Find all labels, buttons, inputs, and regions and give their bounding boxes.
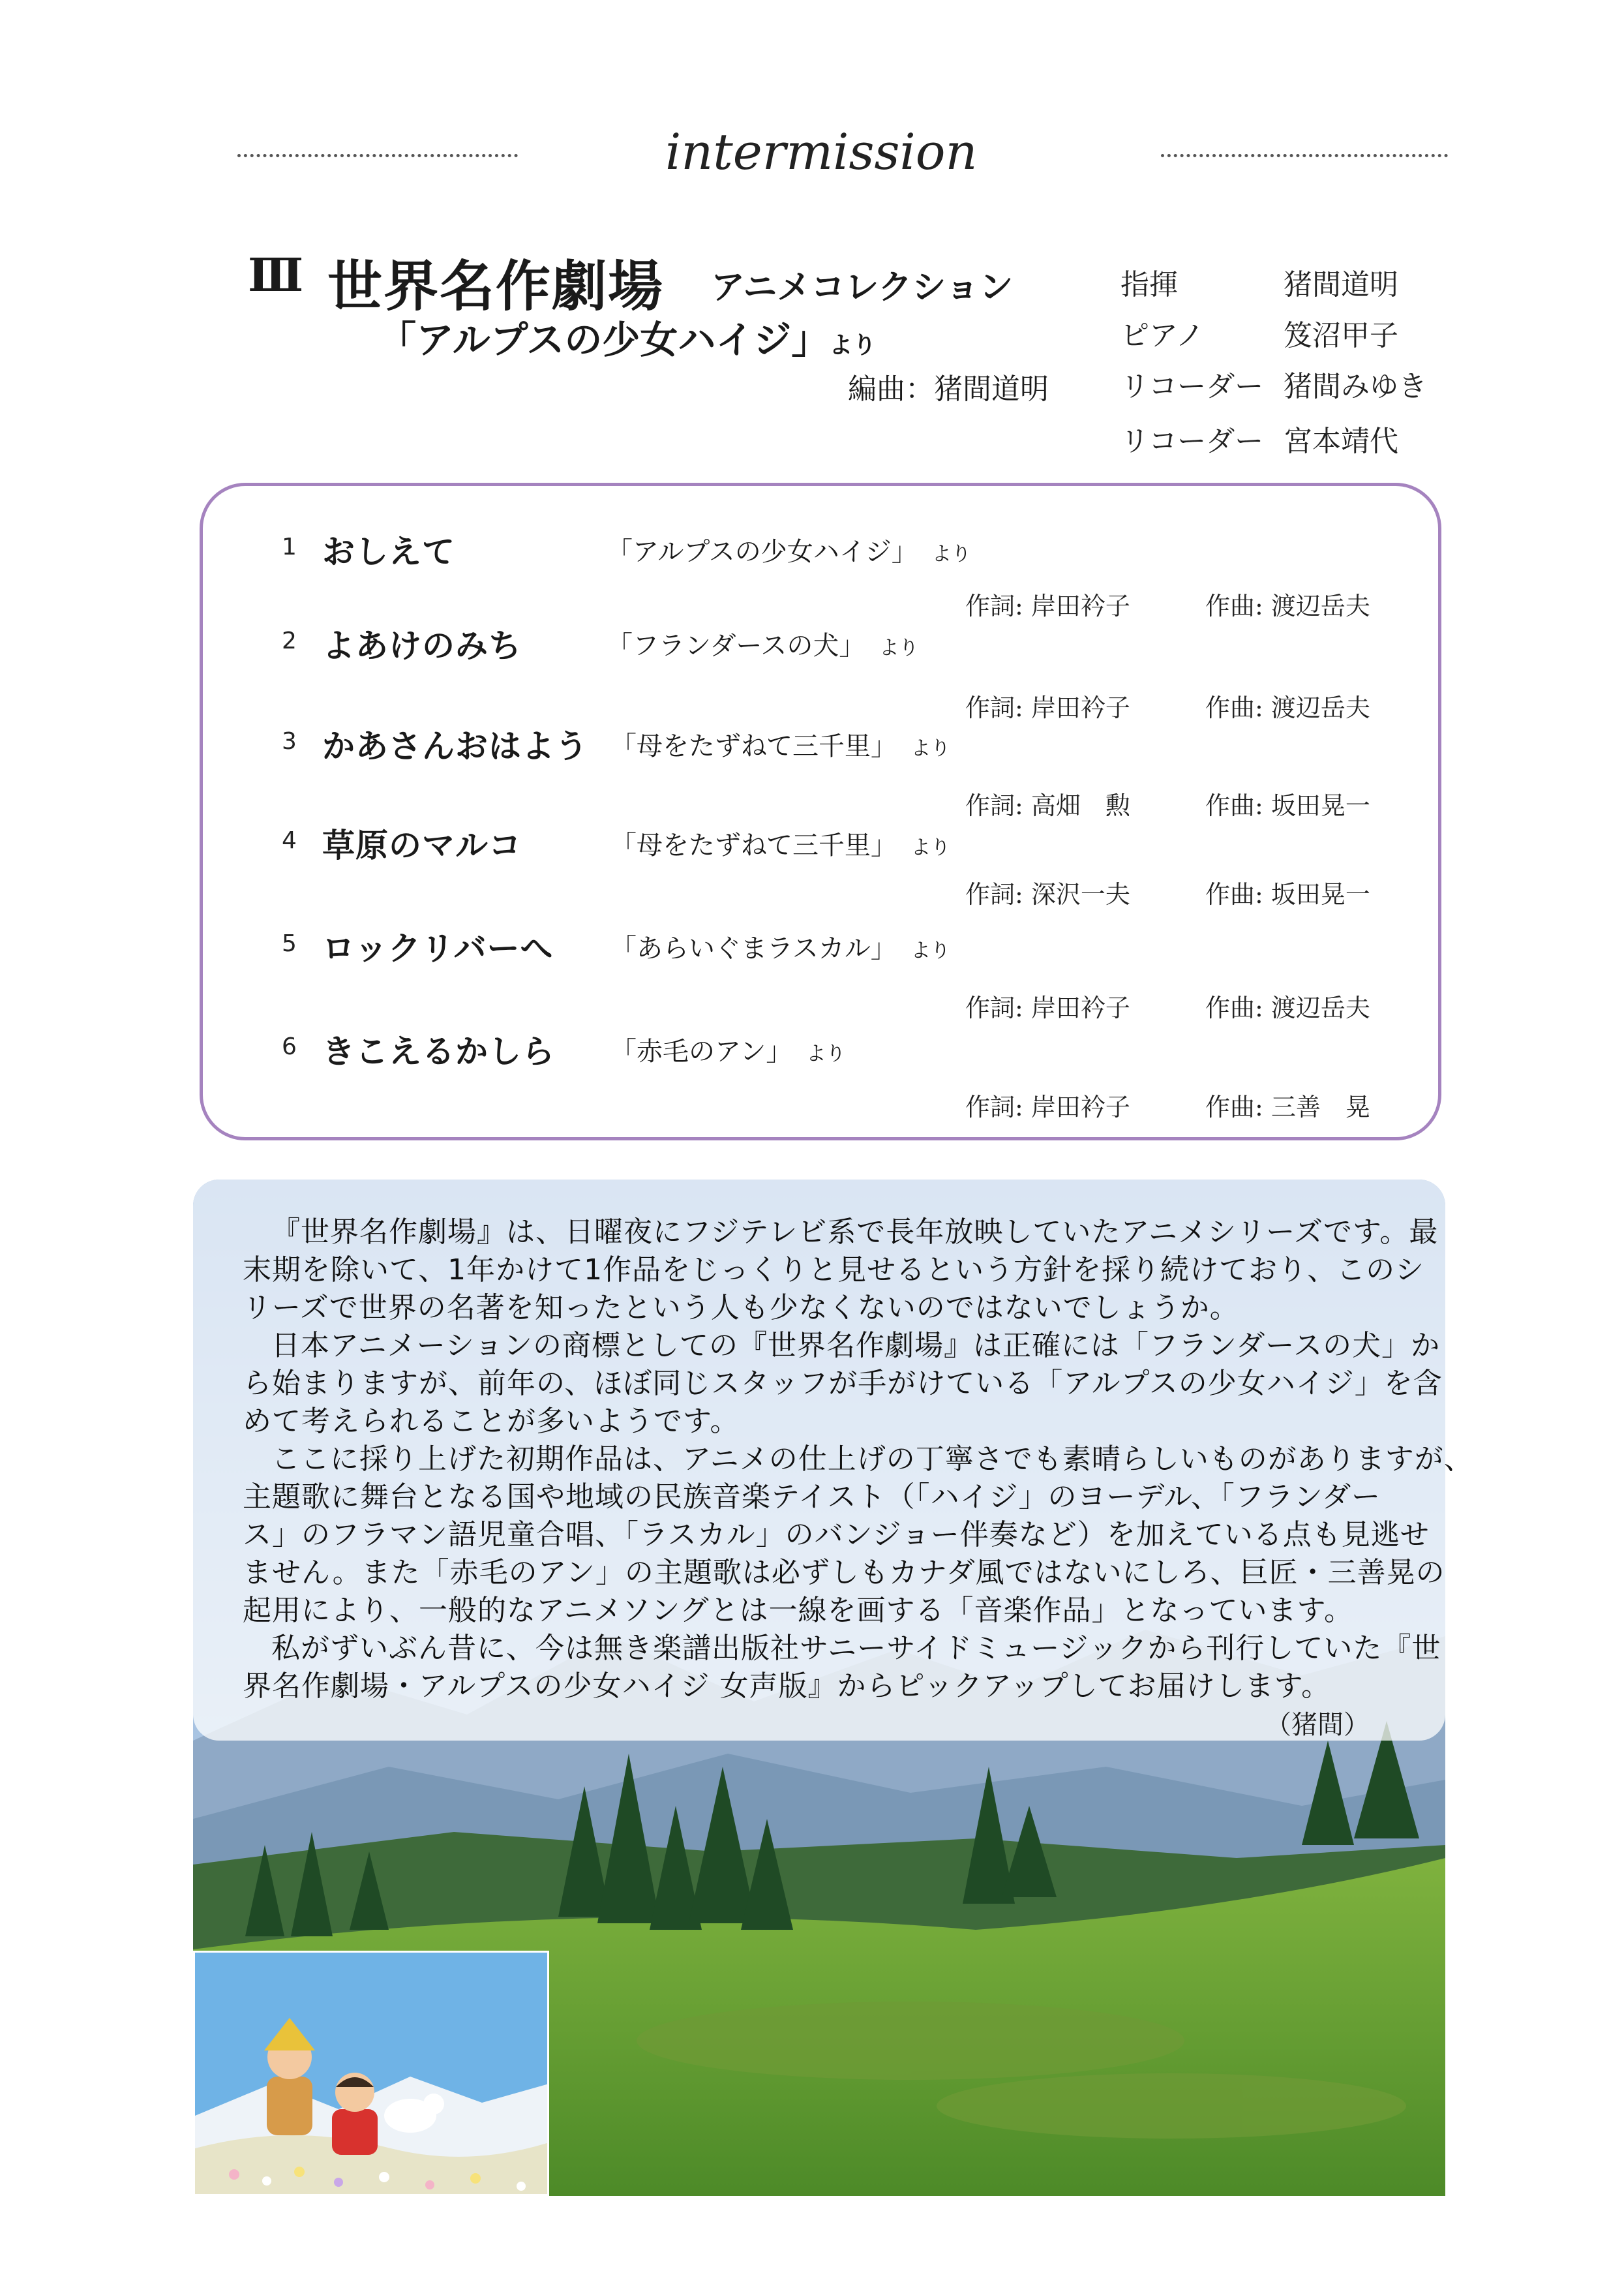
description-line: 末期を除いて、1年かけて1作品をじっくりと見せるという方針を採り続けており、このシ: [243, 1253, 1425, 1287]
description-line: 『世界名作劇場』は、日曜夜にフジテレビ系で長年放映していたアニメシリーズです。最: [271, 1215, 1439, 1249]
description-line: 界名作劇場・アルプスの少女ハイジ 女声版』からピックアップしてお届けします。: [243, 1669, 1331, 1703]
performer-name: 笈沼甲子: [1284, 319, 1398, 352]
program-item-composer: 作曲: 渡辺岳夫: [1205, 994, 1370, 1022]
program-item-source: [610, 1031, 845, 1068]
section-numeral: Ⅲ: [248, 248, 304, 302]
program-item-number: 5: [282, 930, 297, 957]
program-item-source-suffix: より: [911, 836, 950, 859]
program-item-lyricist: 作詞: 深沢一夫: [965, 880, 1130, 909]
program-item-source: [610, 928, 950, 965]
description-line: リーズで世界の名著を知ったという人も少なくないのではないでしょうか。: [243, 1291, 1239, 1324]
program-item-source: [610, 825, 950, 862]
program-item-source: [610, 725, 950, 763]
program-item-source: [607, 531, 971, 568]
arranger-credit: 編曲：猪間道明: [848, 373, 1049, 406]
program-item-title: きこえるかしら: [322, 1033, 555, 1071]
description-line: 起用により、一般的なアニメソングとは一線を画する「音楽作品」となっています。: [243, 1594, 1353, 1627]
program-item-composer: 作曲: 坂田晃一: [1205, 880, 1370, 909]
program-item-title: 草原のマルコ: [322, 827, 522, 864]
program-item-source: [607, 625, 918, 662]
section-source-title: 「アルプスの少女ハイジ」: [378, 318, 830, 362]
performer-name: 宮本靖代: [1284, 425, 1398, 458]
description-line: 日本アニメーションの商標としての『世界名作劇場』は正確には「フランダースの犬」か: [271, 1329, 1441, 1362]
program-item-composer: 作曲: 渡辺岳夫: [1205, 592, 1370, 620]
program-item-lyricist: 作詞: 岸田衿子: [965, 592, 1130, 620]
performer-name: 猪間道明: [1284, 268, 1398, 301]
program-item-source-title: 「フランダースの犬」: [607, 631, 865, 661]
program-item-title: ロックリバーへ: [322, 930, 554, 968]
author-signature: （猪間）: [1265, 1710, 1370, 1740]
program-item-source-suffix: より: [806, 1043, 846, 1065]
section-title: 世界名作劇場: [327, 254, 665, 318]
performer-role: 指揮: [1120, 268, 1178, 301]
program-item-lyricist: 作詞: 高畑 勲: [965, 791, 1130, 820]
performer-name: 猪間みゆき: [1284, 370, 1427, 403]
program-item-source-suffix: より: [911, 737, 950, 760]
program-item-lyricist: 作詞: 岸田衿子: [965, 1093, 1130, 1121]
program-item-number: 1: [282, 534, 297, 560]
description-line: 私がずいぶん昔に、今は無き楽譜出版社サニーサイドミュージックから刊行していた『世: [271, 1632, 1441, 1665]
description-line: ス」のフラマン語児童合唱、「ラスカル」のバンジョー伴奏など）を加えている点も見逃せ: [243, 1518, 1430, 1551]
program-item-source-suffix: より: [931, 543, 971, 566]
header-intermission: intermission: [665, 123, 978, 181]
program-item-title: かあさんおはよう: [322, 727, 588, 765]
performer-role: リコーダー: [1120, 425, 1264, 458]
description-line: ここに採り上げた初期作品は、アニメの仕上げの丁寧さでも素晴らしいものがありますが、: [271, 1442, 1473, 1476]
program-item-composer: 作曲: 渡辺岳夫: [1205, 693, 1370, 722]
description-line: めて考えられることが多いようです。: [243, 1405, 740, 1438]
performer-role: リコーダー: [1120, 370, 1264, 403]
program-item-source-title: 「母をたずねて三千里」: [610, 731, 897, 761]
program-item-source-title: 「赤毛のアン」: [610, 1037, 792, 1067]
program-item-title: よあけのみち: [322, 627, 522, 665]
program-item-source-title: 「あらいぐまラスカル」: [610, 934, 897, 964]
section-source-suffix: より: [829, 332, 877, 359]
program-item-lyricist: 作詞: 岸田衿子: [965, 994, 1130, 1022]
section-source: [378, 309, 876, 364]
program-item-source-suffix: より: [910, 939, 950, 962]
program-item-number: 3: [282, 728, 297, 755]
program-item-number: 2: [282, 628, 297, 654]
program-item-source-title: 「アルプスの少女ハイジ」: [607, 537, 918, 567]
program-item-number: 4: [282, 827, 297, 854]
header-dotted-rule-left: [237, 154, 518, 157]
program-item-number: 6: [282, 1033, 297, 1060]
description-line: 主題歌に舞台となる国や地域の民族音楽テイスト（「ハイジ」のヨーデル、「フランダー: [243, 1480, 1381, 1514]
program-item-composer: 作曲: 三善 晃: [1205, 1093, 1370, 1121]
description-line: ら始まりますが、前年の、ほぼ同じスタッフが手がけている「アルプスの少女ハイジ」を含: [243, 1367, 1443, 1400]
program-item-composer: 作曲: 坂田晃一: [1205, 791, 1370, 820]
performer-role: ピアノ: [1120, 319, 1205, 352]
program-item-lyricist: 作詞: 岸田衿子: [965, 693, 1130, 722]
program-item-title: おしえて: [322, 533, 455, 571]
header-dotted-rule-right: [1161, 154, 1448, 157]
description-line: ません。また「赤毛のアン」の主題歌は必ずしもカナダ風ではないにしろ、巨匠・三善晃の: [243, 1556, 1445, 1589]
program-item-source-title: 「母をたずねて三千里」: [610, 831, 897, 861]
heidi-anime-illustration: [193, 1951, 549, 2196]
section-subtitle: アニメコレクション: [711, 268, 1014, 307]
program-item-source-suffix: より: [879, 637, 919, 660]
